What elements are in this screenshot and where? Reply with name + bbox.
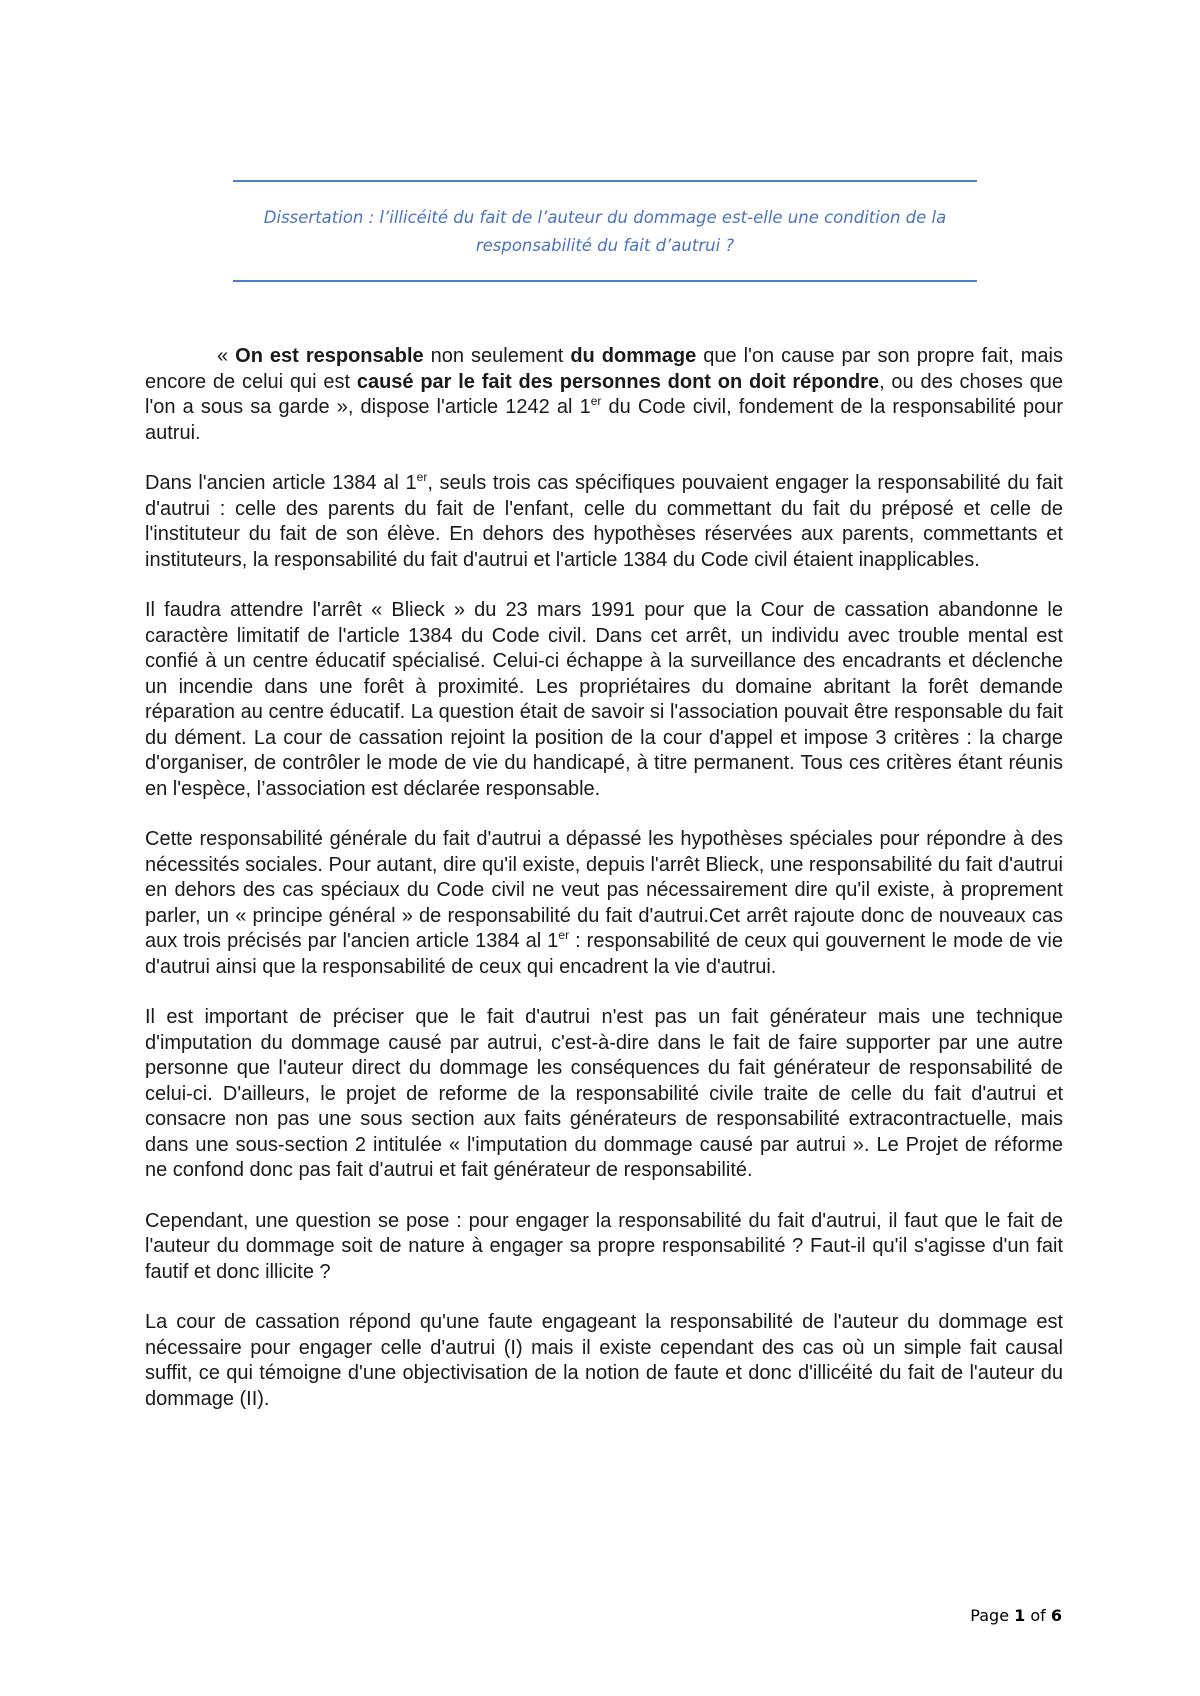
p1-text-a: «: [217, 345, 236, 367]
paragraph-3: Il faudra attendre l'arrêt « Blieck » du 23 mars 1991 pour que la Cour de cassation abandonne le caractère limitatif de l'article 1384 du Code civil. Dans cet arrêt, un individu avec trouble mental est confié à un centre éducatif spécialisé. Celui-ci échappe à la surveillance des encadrants et déclenche un incendie dans une forêt à proximité. Les propriétaires du domaine abritant la forêt demande réparation au centre éducatif. La question était de savoir si l'association pouvait être responsable du fait du dément. La cour de cassation rejoint la position de la cour d'appel et impose 3 critères : la charge d'organiser, de contrôler le mode de vie du handicapé, à titre permanent. Tous ces critères étant réunis en l'espèce, l’association est déclarée responsable.: [145, 599, 1063, 800]
paragraph-5: Il est important de préciser que le fait d'autrui n'est pas un fait générateur mais une technique d'imputation du dommage causé par autrui, c'est-à-dire dans le fait de faire supporter par une autre personne que l'auteur direct du dommage les conséquences du fait générateur de responsabilité de celui-ci. D'ailleurs, le projet de reforme de la responsabilité civile traite de celle du fait d'autrui et consacre non pas une sous section aux faits générateurs de responsabilité extracontractuelle, mais dans une sous-section 2 intitulée « l'imputation du dommage causé par autrui ». Le Projet de réforme ne confond donc pas fait d'autrui et fait générateur de responsabilité.: [145, 1006, 1063, 1181]
p1-text-e: , ou des choses que l'on a sous sa garde », dispose l'article 1242 al 1: [145, 370, 1064, 418]
document-title: Dissertation : l’illicéité du fait de l’auteur du dommage est-elle une condition de la responsabilité du fait d’autrui ?: [263, 208, 947, 255]
footer-page-number: 1: [1014, 1606, 1026, 1625]
p4-text-b: : responsabilité de ceux qui gouvernent le mode de vie d'autrui ainsi que la responsabilité de ceux qui encadrent la vie d'autrui.: [145, 930, 1064, 978]
p2-text-b: , seuls trois cas spécifiques pouvaient engager la responsabilité du fait d'autrui : celle des parents du fait de l'enfant, celle du commettant du fait du préposé et celle de l'instituteur du fait de son élève. En dehors des hypothèses réservées aux parents, commettants et instituteurs, la responsabilité du fait d'autrui et l'article 1384 du Code civil étaient inapplicables.: [145, 472, 1063, 571]
document-body: [145, 344, 1063, 1437]
title-block: [233, 180, 977, 282]
paragraph-1: [145, 344, 1063, 446]
footer-of-word: of: [1025, 1606, 1051, 1625]
paragraph-7: La cour de cassation répond qu'une faute engageant la responsabilité de l'auteur du dommage est nécessaire pour engager celle d'autrui (I) mais il existe cependant des cas où un simple fait causal suffit, ce qui témoigne d'une objectivisation de la notion de faute et donc d'illicéité du fait de l'auteur du dommage (II).: [145, 1311, 1063, 1410]
p4-text-a: Cette responsabilité générale du fait d'autrui a dépassé les hypothèses spéciales pour répondre à des nécessités sociales. Pour autant, dire qu'il existe, depuis l'arrêt Blieck, une responsabilité du fait d'autrui en dehors des cas spéciaux du Code civil ne veut pas nécessairement dire qu'il existe, à proprement parler, un « principe général » de responsabilité du fait d'autrui.Cet arrêt rajoute donc de nouveaux cas aux trois précisés par l'ancien article 1384 al 1: [145, 828, 1063, 952]
p1-bold-3: causé par le fait des personnes dont on doit répondre: [356, 370, 880, 393]
page-footer: [970, 1606, 1062, 1625]
p1-text-c: non seulement: [423, 345, 571, 367]
footer-page-word: Page: [970, 1606, 1015, 1625]
paragraph-2: [145, 471, 1063, 573]
paragraph-6: Cependant, une question se pose : pour engager la responsabilité du fait d'autrui, il faut que le fait de l'auteur du dommage soit de nature à engager sa propre responsabilité ? Faut-il qu'il s'agisse d'un fait fautif et donc illicite ?: [145, 1209, 1063, 1283]
p1-text-f: du Code civil, fondement de la responsabilité pour autrui.: [145, 396, 1063, 444]
p2-text-a: Dans l'ancien article 1384 al 1: [145, 472, 417, 494]
paragraph-4: [145, 827, 1063, 980]
p1-text-d: que l'on cause par son propre fait, mais encore de celui qui est: [145, 345, 1063, 393]
p2-superscript: er: [416, 470, 428, 484]
p4-superscript: er: [558, 928, 570, 942]
p1-superscript: er: [590, 394, 602, 408]
footer-page-total: 6: [1050, 1606, 1062, 1625]
p1-bold-2: du dommage: [570, 345, 697, 367]
p1-bold-1: On est responsable: [235, 345, 424, 367]
